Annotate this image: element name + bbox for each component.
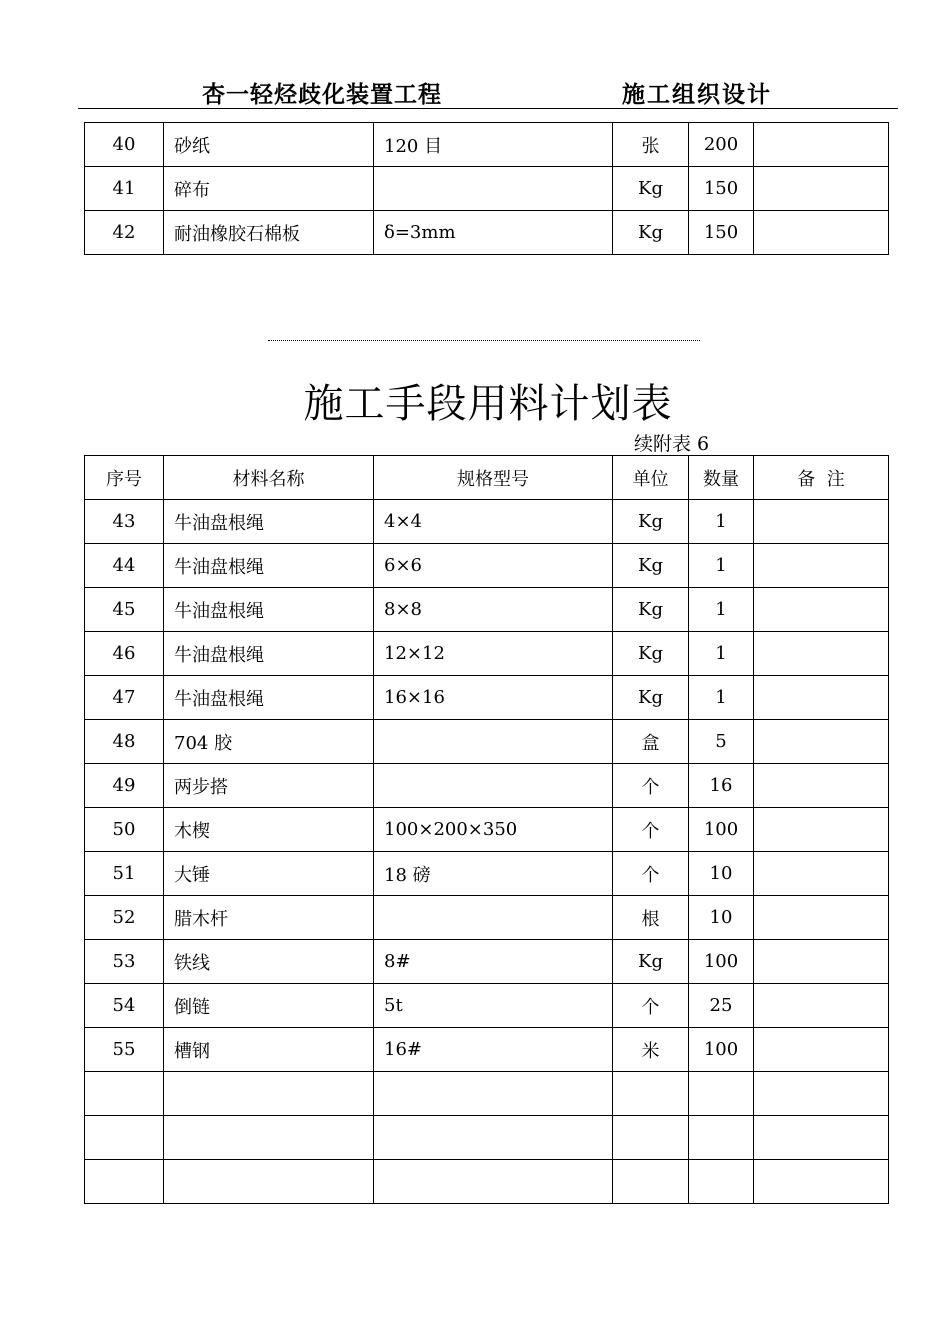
row-number-cell: 46 (85, 632, 164, 676)
row-number-cell: 45 (85, 588, 164, 632)
remark-cell (754, 1028, 889, 1072)
row-number-cell: 44 (85, 544, 164, 588)
quantity-cell: 200 (689, 123, 754, 167)
row-number-cell: 53 (85, 940, 164, 984)
material-name-cell: 耐油橡胶石棉板 (164, 211, 374, 255)
remark-cell (754, 984, 889, 1028)
table-row (85, 984, 889, 1028)
document-type: 施工组织设计 (622, 82, 772, 108)
quantity-cell (689, 1160, 754, 1204)
specification-cell: 5t (374, 984, 613, 1028)
row-number-cell: 50 (85, 808, 164, 852)
table-row (85, 123, 889, 167)
row-number-cell (85, 1072, 164, 1116)
unit-cell: 米 (613, 1028, 689, 1072)
specification-cell (374, 764, 613, 808)
page-title: 施工手段用料计划表 (303, 381, 673, 427)
table-row (85, 808, 889, 852)
appendix-label: 续附表 6 (634, 433, 710, 455)
unit-cell: 根 (613, 896, 689, 940)
specification-cell: 6×6 (374, 544, 613, 588)
quantity-cell: 1 (689, 500, 754, 544)
material-name-cell: 牛油盘根绳 (164, 544, 374, 588)
quantity-cell: 1 (689, 588, 754, 632)
table-row (85, 1072, 889, 1116)
remark-cell (754, 211, 889, 255)
remark-cell (754, 1160, 889, 1204)
row-number-cell: 48 (85, 720, 164, 764)
header-remark: 备 注 (754, 456, 889, 500)
material-name-cell: 牛油盘根绳 (164, 632, 374, 676)
quantity-cell: 1 (689, 544, 754, 588)
quantity-cell: 150 (689, 167, 754, 211)
quantity-cell: 1 (689, 676, 754, 720)
header-spec: 规格型号 (374, 456, 613, 500)
material-plan-table (84, 455, 889, 1204)
unit-cell (613, 1160, 689, 1204)
remark-cell (754, 676, 889, 720)
quantity-cell: 100 (689, 1028, 754, 1072)
unit-cell: 个 (613, 984, 689, 1028)
remark-cell (754, 940, 889, 984)
row-number-cell: 51 (85, 852, 164, 896)
table-row (85, 852, 889, 896)
material-name-cell: 牛油盘根绳 (164, 500, 374, 544)
material-name-cell: 704 胶 (164, 720, 374, 764)
unit-cell: Kg (613, 500, 689, 544)
specification-cell: 8# (374, 940, 613, 984)
table-top-body (85, 123, 889, 255)
quantity-cell (689, 1072, 754, 1116)
row-number-cell: 54 (85, 984, 164, 1028)
specification-cell (374, 896, 613, 940)
row-number-cell: 40 (85, 123, 164, 167)
header-unit: 单位 (613, 456, 689, 500)
unit-cell: Kg (613, 167, 689, 211)
remark-cell (754, 852, 889, 896)
remark-cell (754, 1116, 889, 1160)
row-number-cell: 41 (85, 167, 164, 211)
table-row (85, 588, 889, 632)
header-qty: 数量 (689, 456, 754, 500)
remark-cell (754, 1072, 889, 1116)
table-row (85, 1028, 889, 1072)
material-table-continued (84, 122, 889, 255)
remark-cell (754, 808, 889, 852)
unit-cell: 个 (613, 852, 689, 896)
quantity-cell: 16 (689, 764, 754, 808)
specification-cell (374, 1116, 613, 1160)
table-row (85, 896, 889, 940)
quantity-cell: 150 (689, 211, 754, 255)
table-row (85, 632, 889, 676)
unit-cell (613, 1116, 689, 1160)
specification-cell: 100×200×350 (374, 808, 613, 852)
table-row (85, 1116, 889, 1160)
material-name-cell (164, 1160, 374, 1204)
material-name-cell: 倒链 (164, 984, 374, 1028)
material-name-cell: 槽钢 (164, 1028, 374, 1072)
material-name-cell: 砂纸 (164, 123, 374, 167)
unit-cell: Kg (613, 211, 689, 255)
table-row (85, 764, 889, 808)
header-name: 材料名称 (164, 456, 374, 500)
remark-cell (754, 720, 889, 764)
specification-cell: 16×16 (374, 676, 613, 720)
remark-cell (754, 167, 889, 211)
quantity-cell: 25 (689, 984, 754, 1028)
unit-cell: 个 (613, 764, 689, 808)
specification-cell: 4×4 (374, 500, 613, 544)
unit-cell: Kg (613, 588, 689, 632)
table-row (85, 544, 889, 588)
table-row (85, 940, 889, 984)
table-row (85, 676, 889, 720)
unit-cell: 个 (613, 808, 689, 852)
row-number-cell: 49 (85, 764, 164, 808)
specification-cell: 120 目 (374, 123, 613, 167)
row-number-cell: 43 (85, 500, 164, 544)
table-row (85, 211, 889, 255)
material-name-cell: 两步搭 (164, 764, 374, 808)
remark-cell (754, 123, 889, 167)
quantity-cell: 100 (689, 940, 754, 984)
row-number-cell: 42 (85, 211, 164, 255)
remark-cell (754, 544, 889, 588)
unit-cell: 盒 (613, 720, 689, 764)
header-divider (78, 108, 898, 109)
section-divider (268, 340, 700, 341)
material-name-cell: 牛油盘根绳 (164, 588, 374, 632)
project-name: 杏一轻烃歧化装置工程 (202, 82, 442, 108)
remark-cell (754, 500, 889, 544)
table-row (85, 500, 889, 544)
table-row (85, 1160, 889, 1204)
unit-cell: Kg (613, 676, 689, 720)
material-name-cell: 木楔 (164, 808, 374, 852)
quantity-cell: 10 (689, 852, 754, 896)
specification-cell: 8×8 (374, 588, 613, 632)
material-name-cell: 腊木杆 (164, 896, 374, 940)
remark-cell (754, 764, 889, 808)
material-name-cell: 碎布 (164, 167, 374, 211)
remark-cell (754, 632, 889, 676)
unit-cell (613, 1072, 689, 1116)
quantity-cell: 1 (689, 632, 754, 676)
specification-cell (374, 167, 613, 211)
remark-cell (754, 896, 889, 940)
header-no: 序号 (85, 456, 164, 500)
unit-cell: Kg (613, 632, 689, 676)
material-name-cell: 大锤 (164, 852, 374, 896)
unit-cell: 张 (613, 123, 689, 167)
specification-cell (374, 1072, 613, 1116)
table-row (85, 720, 889, 764)
row-number-cell: 55 (85, 1028, 164, 1072)
material-name-cell: 牛油盘根绳 (164, 676, 374, 720)
row-number-cell (85, 1116, 164, 1160)
row-number-cell: 52 (85, 896, 164, 940)
row-number-cell (85, 1160, 164, 1204)
table-header-row (85, 456, 889, 500)
table-main-body (85, 500, 889, 1204)
material-name-cell (164, 1116, 374, 1160)
specification-cell: 18 磅 (374, 852, 613, 896)
unit-cell: Kg (613, 544, 689, 588)
specification-cell (374, 720, 613, 764)
table-row (85, 167, 889, 211)
material-name-cell: 铁线 (164, 940, 374, 984)
material-name-cell (164, 1072, 374, 1116)
quantity-cell: 100 (689, 808, 754, 852)
specification-cell (374, 1160, 613, 1204)
specification-cell: 16# (374, 1028, 613, 1072)
quantity-cell (689, 1116, 754, 1160)
remark-cell (754, 588, 889, 632)
specification-cell: δ=3mm (374, 211, 613, 255)
quantity-cell: 10 (689, 896, 754, 940)
unit-cell: Kg (613, 940, 689, 984)
quantity-cell: 5 (689, 720, 754, 764)
specification-cell: 12×12 (374, 632, 613, 676)
row-number-cell: 47 (85, 676, 164, 720)
